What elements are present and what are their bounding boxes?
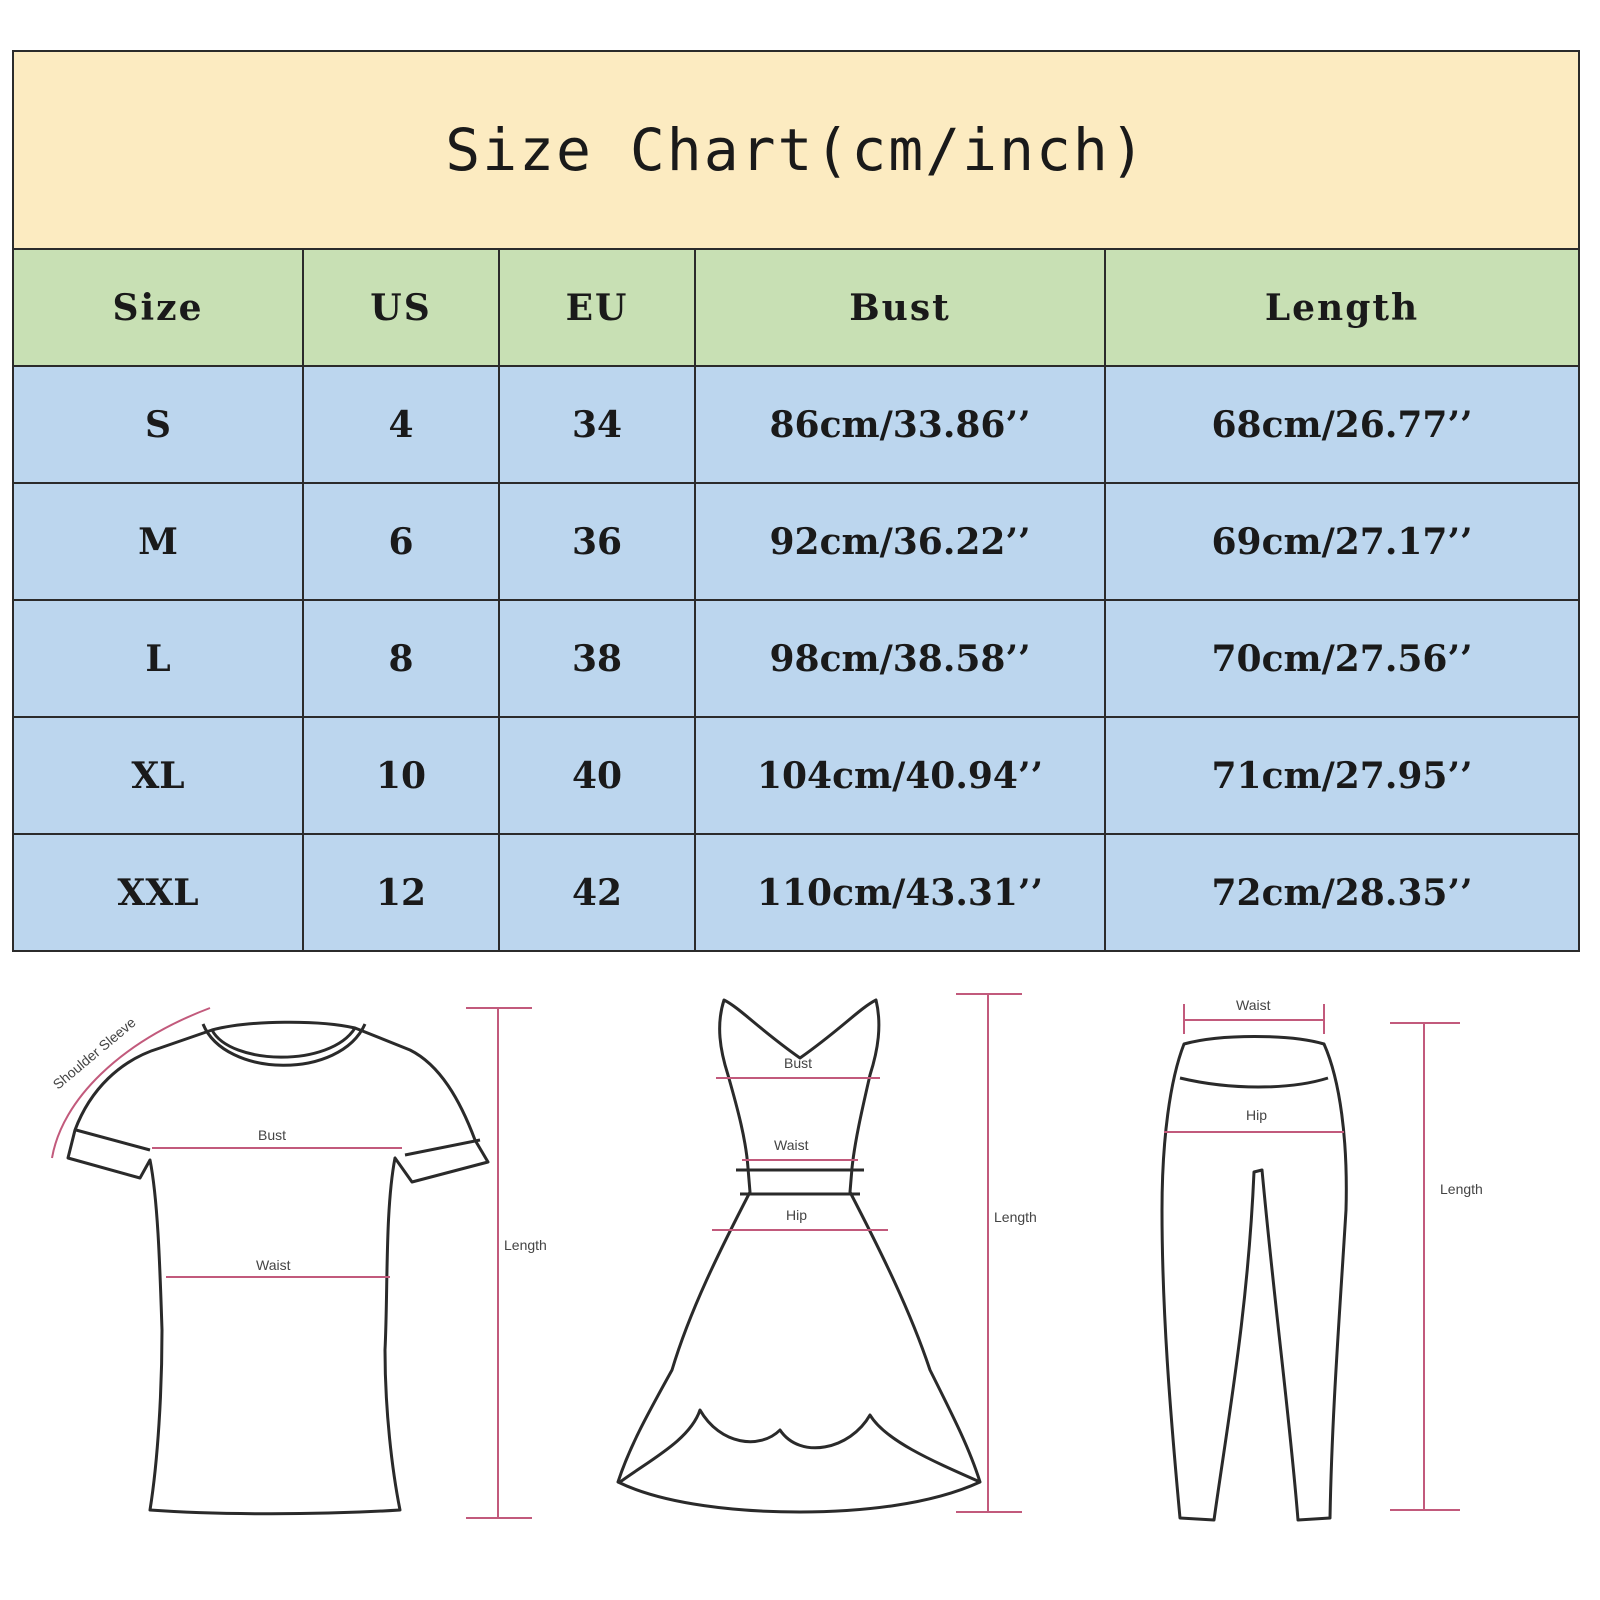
dress-illustration bbox=[618, 1000, 980, 1512]
header-row bbox=[13, 249, 1579, 366]
table-cell: 110cm/43.31’’ bbox=[695, 834, 1105, 951]
column-header: Size bbox=[13, 249, 303, 366]
table-cell: 6 bbox=[303, 483, 499, 600]
column-header: EU bbox=[499, 249, 695, 366]
table-cell: 86cm/33.86’’ bbox=[695, 366, 1105, 483]
table-cell: M bbox=[13, 483, 303, 600]
table-row bbox=[13, 834, 1579, 951]
table-cell: 69cm/27.17’’ bbox=[1105, 483, 1579, 600]
tshirt-shoulder-label: Shoulder Sleeve bbox=[49, 1013, 139, 1093]
dress-bust-label: Bust bbox=[784, 1055, 813, 1071]
table-cell: 36 bbox=[499, 483, 695, 600]
table-cell: 92cm/36.22’’ bbox=[695, 483, 1105, 600]
pants-measure-lines bbox=[1164, 1004, 1460, 1510]
table-cell: 10 bbox=[303, 717, 499, 834]
table-cell: L bbox=[13, 600, 303, 717]
pants-length-label: Length bbox=[1440, 1181, 1483, 1197]
tshirt-waist-label: Waist bbox=[256, 1257, 291, 1273]
table-row bbox=[13, 717, 1579, 834]
tshirt-length-label: Length bbox=[504, 1237, 547, 1253]
size-chart-table bbox=[12, 50, 1580, 952]
dress-length-label: Length bbox=[994, 1209, 1037, 1225]
table-row bbox=[13, 366, 1579, 483]
table-cell: 34 bbox=[499, 366, 695, 483]
pants-waist-label: Waist bbox=[1236, 997, 1271, 1013]
table-cell: 40 bbox=[499, 717, 695, 834]
dress-measure-lines bbox=[712, 994, 1022, 1512]
table-cell: 71cm/27.95’’ bbox=[1105, 717, 1579, 834]
size-chart-title: Size Chart(cm/inch) bbox=[13, 51, 1579, 249]
dress-waist-label: Waist bbox=[774, 1137, 809, 1153]
garment-measurement-diagram bbox=[0, 990, 1600, 1590]
table-cell: 4 bbox=[303, 366, 499, 483]
table-cell: 42 bbox=[499, 834, 695, 951]
table-cell: S bbox=[13, 366, 303, 483]
table-row bbox=[13, 483, 1579, 600]
dress-hip-label: Hip bbox=[786, 1207, 808, 1223]
table-cell: 38 bbox=[499, 600, 695, 717]
table-row bbox=[13, 600, 1579, 717]
tshirt-bust-label: Bust bbox=[258, 1127, 287, 1143]
column-header: Bust bbox=[695, 249, 1105, 366]
table-cell: 12 bbox=[303, 834, 499, 951]
table-cell: 70cm/27.56’’ bbox=[1105, 600, 1579, 717]
table-cell: 72cm/28.35’’ bbox=[1105, 834, 1579, 951]
table-cell: 98cm/38.58’’ bbox=[695, 600, 1105, 717]
column-header: Length bbox=[1105, 249, 1579, 366]
table-cell: XL bbox=[13, 717, 303, 834]
tshirt-measure-lines bbox=[49, 1008, 532, 1518]
pants-hip-label: Hip bbox=[1246, 1107, 1268, 1123]
table-cell: 68cm/26.77’’ bbox=[1105, 366, 1579, 483]
column-header: US bbox=[303, 249, 499, 366]
table-cell: 104cm/40.94’’ bbox=[695, 717, 1105, 834]
table-cell: 8 bbox=[303, 600, 499, 717]
table-cell: XXL bbox=[13, 834, 303, 951]
